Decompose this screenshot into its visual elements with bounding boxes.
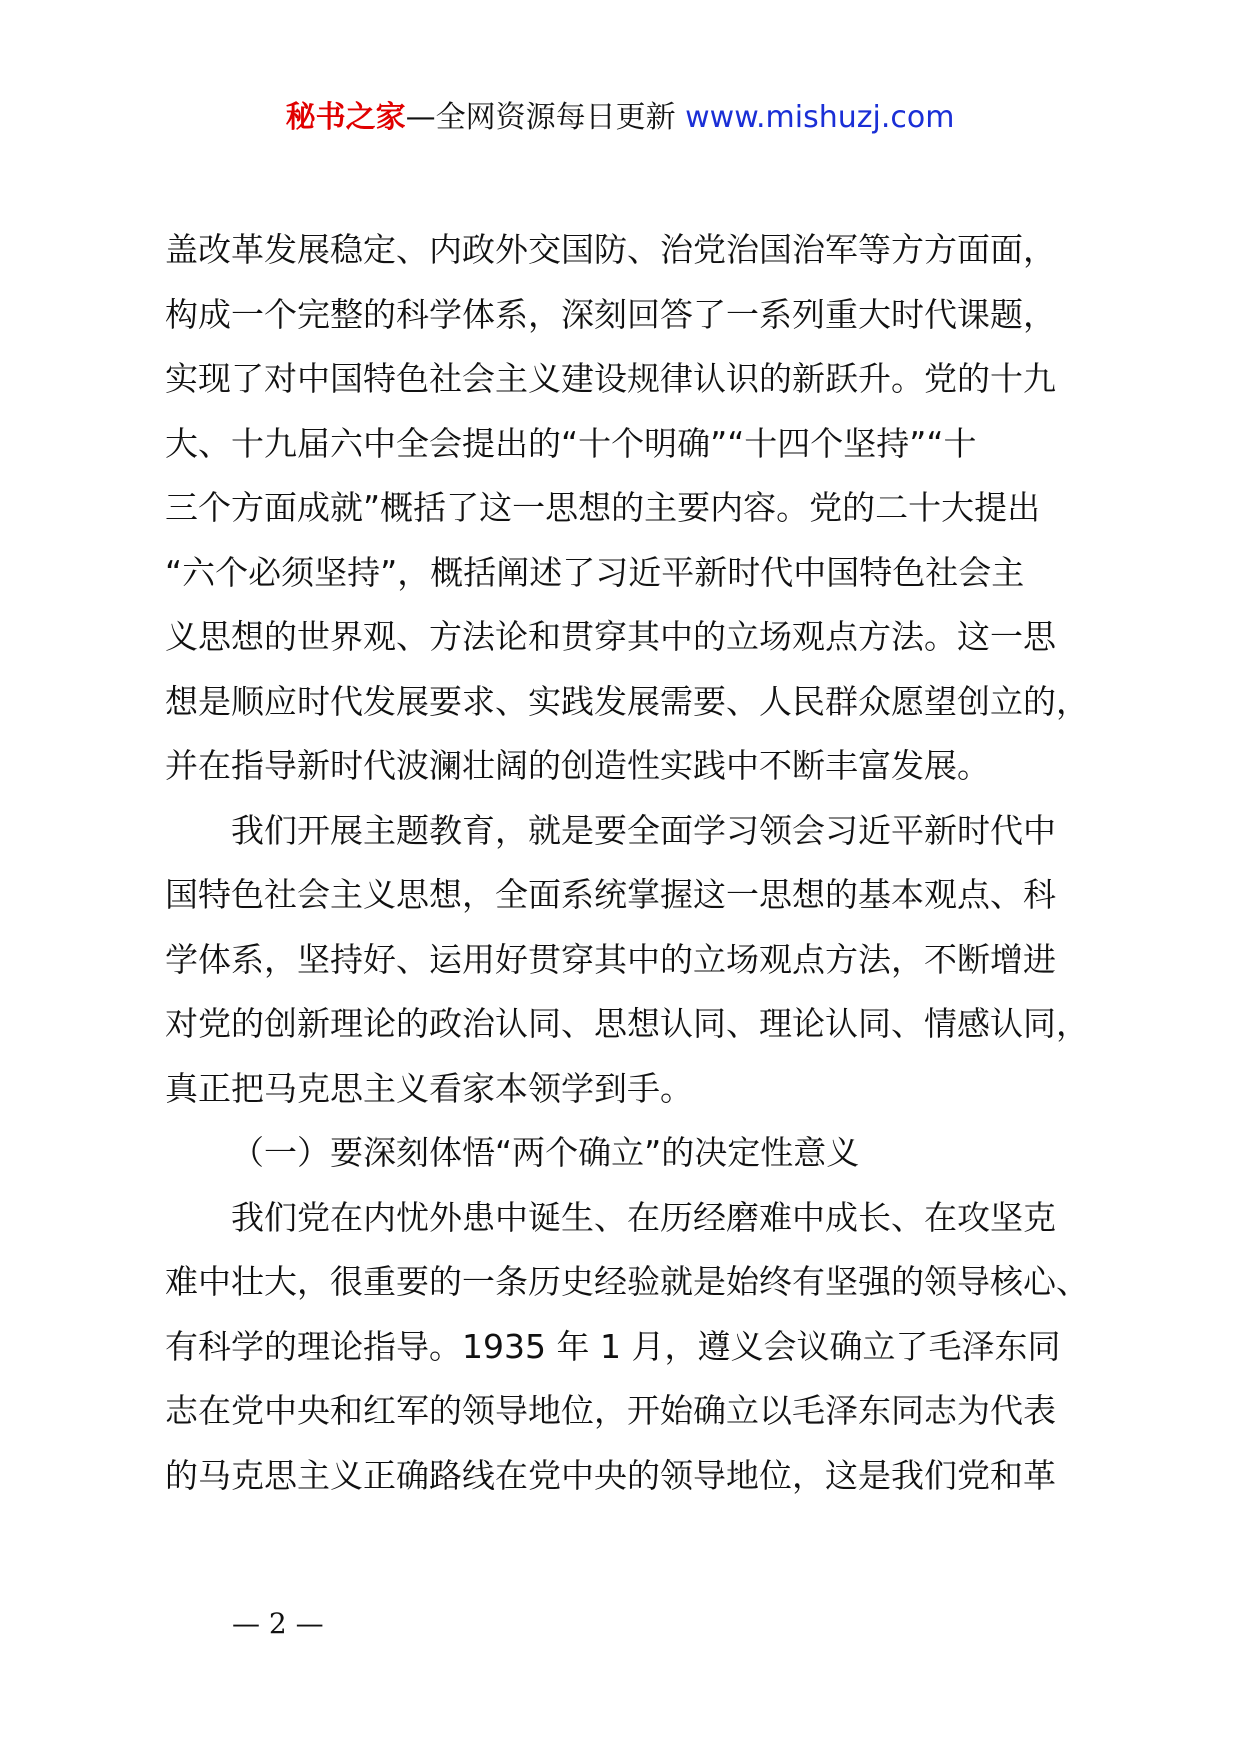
text-line: 并在指导新时代波澜壮阔的创造性实践中不断丰富发展。	[165, 746, 990, 785]
site-url-link[interactable]: www.mishuzj.com	[685, 100, 955, 135]
text-line: 真正把马克思主义看家本领学到手。	[165, 1068, 693, 1108]
document-body	[165, 218, 1095, 1508]
paragraph-start-line: 我们开展主题教育，就是要全面学习领会习近平新时代中	[231, 810, 1056, 850]
text-line: 实现了对中国特色社会主义建设规律认识的新跃升。党的十九	[165, 359, 1056, 398]
text-line: 想是顺应时代发展要求、实践发展需要、人民群众愿望创立的，	[165, 681, 1089, 721]
text-line: “六个必须坚持”，概括阐述了习近平新时代中国特色社会主	[165, 552, 1025, 592]
text-line: 构成一个完整的科学体系，深刻回答了一系列重大时代课题，	[165, 294, 1056, 334]
text-line: 学体系，坚持好、运用好贯穿其中的立场观点方法，不断增进	[165, 939, 1056, 979]
text-line: 国特色社会主义思想，全面系统掌握这一思想的基本观点、科	[165, 875, 1056, 914]
section-heading: （一）要深刻体悟“两个确立”的决定性意义	[231, 1133, 860, 1172]
page-number: — 2 —	[232, 1607, 324, 1640]
text-line: 的马克思主义正确路线在党中央的领导地位，这是我们党和革	[165, 1455, 1056, 1495]
text-line: 三个方面成就”概括了这一思想的主要内容。党的二十大提出	[165, 488, 1041, 527]
text-line: 志在党中央和红军的领导地位，开始确立以毛泽东同志为代表	[165, 1391, 1056, 1430]
site-header	[0, 98, 1240, 138]
text-line: 义思想的世界观、方法论和贯穿其中的立场观点方法。这一思	[165, 617, 1056, 656]
site-brand: 秘书之家	[285, 100, 406, 135]
text-line: 有科学的理论指导。1935 年 1 月，遵义会议确立了毛泽东同	[165, 1326, 1061, 1366]
text-line: 难中壮大，很重要的一条历史经验就是始终有坚强的领导核心、	[165, 1262, 1089, 1301]
paragraph-start-line: 我们党在内忧外患中诞生、在历经磨难中成长、在攻坚克	[231, 1197, 1056, 1237]
text-line: 盖改革发展稳定、内政外交国防、治党治国治军等方方面面，	[165, 230, 1056, 269]
text-line: 对党的创新理论的政治认同、思想认同、理论认同、情感认同，	[165, 1004, 1089, 1043]
site-tagline: —全网资源每日更新	[405, 100, 686, 135]
text-line: 大、十九届六中全会提出的“十个明确”“十四个坚持”“十	[165, 423, 977, 463]
